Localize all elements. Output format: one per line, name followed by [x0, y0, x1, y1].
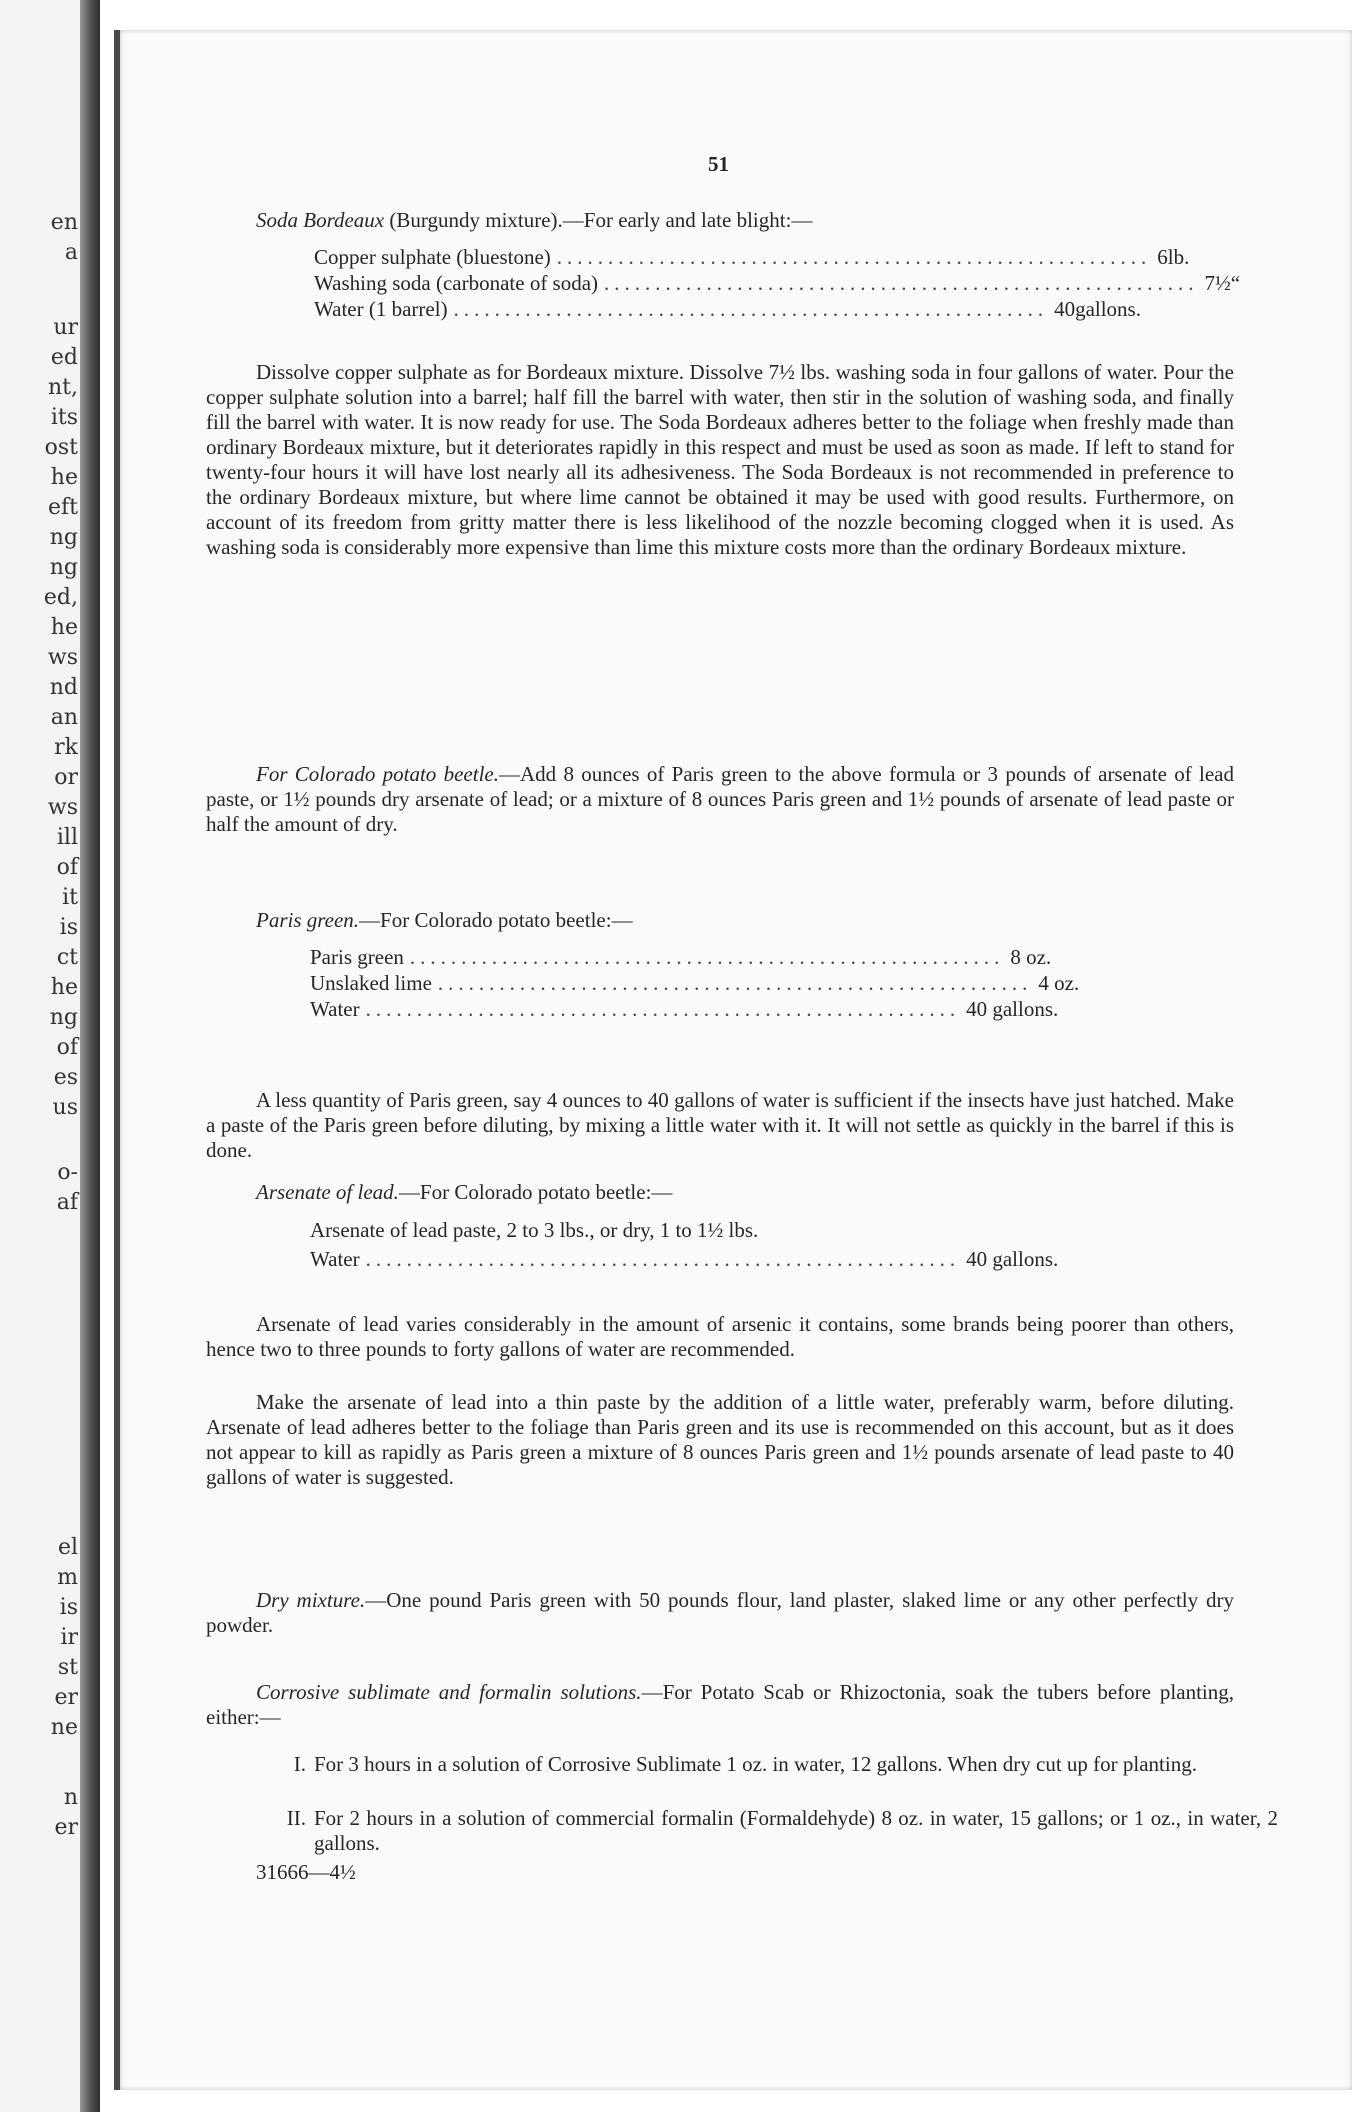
dry-mixture-paragraph: [206, 1588, 1234, 1638]
row-unit: lb.: [1167, 245, 1190, 269]
adjacent-page-fragment: ct: [56, 945, 78, 970]
arsenate-heading: [256, 1180, 1256, 1205]
row-label: Washing soda (carbonate of soda): [314, 271, 599, 295]
row-amount: 6: [1157, 245, 1168, 269]
paris-green-intro: —For Colorado potato beetle:—: [359, 908, 633, 932]
recipe-row: [310, 1246, 1059, 1272]
treatment-item: [270, 1806, 1278, 1856]
arsenate-title: Arsenate of lead.: [256, 1180, 399, 1204]
colorado-text: —Add 8 ounces of Paris green to the above formula or 3 pounds of arsenate of lead paste, or 1½ pounds dry arsenate of lead; or a mixture of 8 ounces Paris green and 1½ pounds of arsenate of lead paste or half the amount of dry.: [206, 762, 1234, 836]
item-text: For 2 hours in a solution of commercial formalin (Formaldehyde) 8 oz. in water, 15 gallons; or 1 oz., in water, 2 gallons.: [314, 1806, 1278, 1855]
leader-dots: ..........................................................: [365, 997, 961, 1021]
row-label: Water: [310, 997, 360, 1021]
row-unit: “: [1230, 271, 1241, 295]
adjacent-page-fragment: nd: [49, 675, 78, 700]
row-amount: 8 oz.: [1010, 945, 1052, 969]
arsenate-paragraph-2: Make the arsenate of lead into a thin paste by the addition of a little water, preferably warm, before diluting. Arsenate of lead adheres better to the foliage than Paris green and its use is recommended on this account, but as it does not appear to kill as rapidly as Paris green a mixture of 8 ounces Paris green and 1½ pounds arsenate of lead paste to 40 gallons of water is suggested.: [206, 1390, 1234, 1489]
leader-dots: ..........................................................: [409, 945, 1005, 969]
leader-dots: ..........................................................: [437, 971, 1033, 995]
row-amount: 40 gallons.: [966, 1247, 1059, 1271]
adjacent-page-fragment: en: [50, 210, 78, 235]
row-label: Water (1 barrel): [314, 297, 448, 321]
dry-mixture-title: Dry mixture.: [256, 1588, 366, 1612]
arsenate-paragraph-1: Arsenate of lead varies considerably in the amount of arsenic it contains, some brands being poorer than others, hence two to three pounds to forty gallons of water are recommended.: [206, 1312, 1234, 1361]
adjacent-page-fragment: or: [54, 765, 78, 790]
recipe-row: [310, 996, 1070, 1022]
adjacent-page-fragment: ng: [49, 525, 78, 550]
leader-dots: ..........................................................: [556, 245, 1152, 269]
row-amount: 40 gallons.: [966, 997, 1059, 1021]
dry-mixture-text: —One pound Paris green with 50 pounds flour, land plaster, slaked lime or any other perfectly dry powder.: [206, 1588, 1234, 1637]
adjacent-page-fragment: it: [62, 885, 78, 910]
adjacent-page-fragment: of: [56, 1035, 78, 1060]
adjacent-page-fragment: ng: [49, 1005, 78, 1030]
row-amount: 40: [1054, 297, 1076, 321]
colorado-title: For Colorado potato beetle.: [256, 762, 499, 786]
item-number: II.: [286, 1806, 306, 1830]
adjacent-page-fragment: he: [50, 615, 78, 640]
adjacent-page-fragment: er: [54, 1815, 78, 1840]
leader-dots: ..........................................................: [453, 297, 1049, 321]
recipe-row: [310, 944, 1070, 970]
row-label: Unslaked lime: [310, 971, 432, 995]
adjacent-page-fragment: el: [57, 1535, 78, 1560]
adjacent-page-fragment: ng: [49, 555, 78, 580]
page-number: 51: [708, 152, 729, 176]
adjacent-page-fragment: he: [50, 465, 78, 490]
soda-bordeaux-title: Soda Bordeaux: [256, 208, 385, 232]
leader-dots: ..........................................................: [365, 1247, 961, 1271]
book-page: [114, 30, 1352, 2090]
adjacent-page-fragment: ill: [56, 825, 78, 850]
leader-dots: ..........................................................: [604, 271, 1199, 295]
soda-bordeaux-paragraph: Dissolve copper sulphate as for Bordeaux mixture. Dissolve 7½ lbs. washing soda in four gallons of water. Pour the copper sulphate solution into a barrel; half fill the barrel with water, then stir in the solution of washing soda, and finally fill the barrel with water. It is now ready for use. The Soda Bordeaux adheres better to the foliage when freshly made than ordinary Bordeaux mixture, but it deteriorates rapidly in this respect and must be used as soon as made. If left to stand for twenty-four hours it will have lost nearly all its adhesiveness. The Soda Bordeaux is not recommended in preference to the ordinary Bordeaux mixture, but where lime cannot be obtained it may be used with good results. Furthermore, on account of its freedom from gritty matter there is less likelihood of the nozzle becoming clogged when it is used. As washing soda is considerably more expensive than lime this mixture costs more than the ordinary Bordeaux mixture.: [206, 360, 1234, 559]
adjacent-page-fragment: ed,: [43, 585, 78, 610]
adjacent-page-edge: [0, 0, 100, 2112]
corrosive-title: Corrosive sublimate and formalin solutions.: [256, 1680, 642, 1704]
row-label: Water: [310, 1247, 360, 1271]
recipe-row: [314, 296, 1141, 322]
item-text: For 3 hours in a solution of Corrosive Sublimate 1 oz. in water, 12 gallons. When dry cut up for planting.: [314, 1752, 1197, 1776]
adjacent-page-fragment: ed: [50, 345, 78, 370]
row-unit: gallons.: [1075, 297, 1141, 321]
adjacent-page-fragment: n: [63, 1785, 78, 1810]
adjacent-page-fragment: is: [59, 1595, 78, 1620]
adjacent-page-fragment: eft: [47, 495, 78, 520]
soda-bordeaux-heading: [256, 208, 1256, 233]
arsenate-line1: Arsenate of lead paste, 2 to 3 lbs., or dry, 1 to 1½ lbs.: [310, 1218, 759, 1242]
adjacent-page-fragment: us: [52, 1095, 78, 1120]
row-amount: 7½: [1204, 271, 1231, 295]
adjacent-page-fragment: an: [50, 705, 78, 730]
corrosive-paragraph: [206, 1680, 1234, 1730]
adjacent-page-fragment: es: [53, 1065, 78, 1090]
adjacent-page-fragment: rk: [54, 735, 78, 760]
adjacent-page-fragment: ir: [60, 1625, 78, 1650]
adjacent-page-fragment: he: [50, 975, 78, 1000]
adjacent-page-fragment: ne: [50, 1715, 78, 1740]
soda-bordeaux-intro: (Burgundy mixture).—For early and late blight:—: [384, 208, 813, 232]
adjacent-page-fragment: af: [56, 1190, 78, 1215]
arsenate-intro: —For Colorado potato beetle:—: [398, 1180, 673, 1204]
paris-green-title: Paris green.: [256, 908, 360, 932]
adjacent-page-fragment: o-: [57, 1160, 78, 1185]
colorado-beetle-paragraph: [206, 762, 1234, 837]
recipe-row: [314, 244, 1190, 270]
adjacent-page-fragment: ost: [44, 435, 78, 460]
adjacent-page-fragment: er: [54, 1685, 78, 1710]
corrosive-intro: —For Potato Scab or Rhizoctonia, soak the tubers before planting, either:—: [206, 1680, 1234, 1729]
adjacent-page-fragment: of: [56, 855, 78, 880]
binding-shadow: [80, 0, 100, 2112]
adjacent-page-fragment: a: [64, 240, 78, 265]
recipe-row: [314, 270, 1241, 296]
recipe-row: [310, 970, 1080, 996]
item-number: I.: [293, 1752, 306, 1776]
adjacent-page-fragment: st: [57, 1655, 78, 1680]
adjacent-page-fragment: its: [50, 405, 78, 430]
paris-green-heading: [256, 908, 1256, 933]
adjacent-page-fragment: ur: [53, 315, 78, 340]
adjacent-page-fragment: nt,: [47, 375, 78, 400]
row-label: Paris green: [310, 945, 404, 969]
footer-code: 31666—4½: [256, 1860, 356, 1884]
adjacent-page-fragment: ws: [47, 795, 78, 820]
row-label: Copper sulphate (bluestone): [314, 245, 551, 269]
adjacent-page-fragment: is: [59, 915, 78, 940]
row-amount: 4 oz.: [1038, 971, 1080, 995]
treatment-item: [270, 1752, 1278, 1777]
adjacent-page-fragment: m: [57, 1565, 78, 1590]
adjacent-page-fragment: ws: [47, 645, 78, 670]
paris-green-paragraph: A less quantity of Paris green, say 4 ounces to 40 gallons of water is sufficient if the insects have just hatched. Make a paste of the Paris green before diluting, by mixing a little water with it. It will not settle as quickly in the barrel if this is done.: [206, 1088, 1234, 1162]
